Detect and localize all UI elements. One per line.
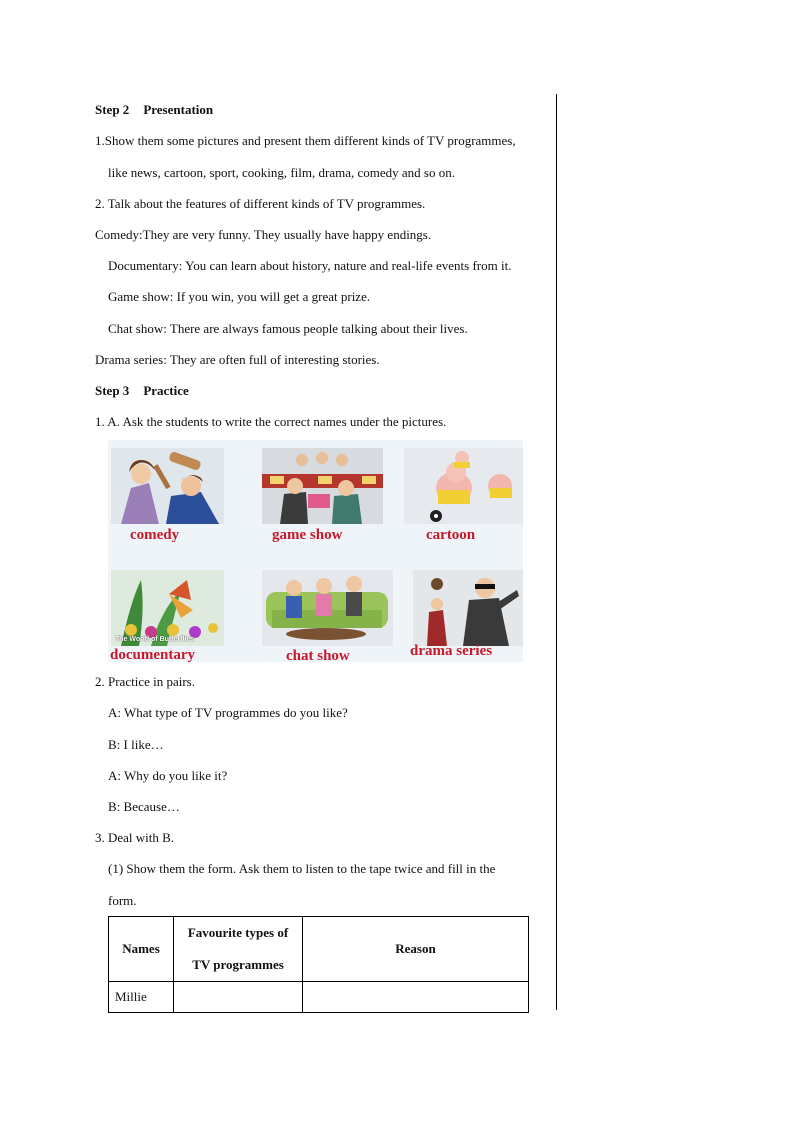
cell-reason-millie[interactable] [303, 982, 529, 1013]
para-3: 1. A. Ask the students to write the correct names under the pictures. [95, 414, 447, 429]
cell-type-millie[interactable] [174, 982, 303, 1013]
documentary-picture [111, 570, 224, 646]
para-1b: like news, cartoon, sport, cooking, film, drama, comedy and so on. [108, 165, 455, 180]
step2-title: Presentation [143, 102, 214, 117]
step3-title: Practice [143, 383, 189, 398]
column-divider [556, 94, 557, 1010]
step2-heading [95, 102, 213, 118]
caption-drama-series: drama series [410, 643, 493, 659]
pairs-line-4: B: Because… [108, 799, 180, 814]
pairs-title: 2. Practice in pairs. [95, 674, 195, 689]
header-reason: Reason [303, 917, 529, 982]
cartoon-picture [404, 448, 523, 524]
feature-game-show: Game show: If you win, you will get a great prize. [108, 289, 371, 304]
chat-show-picture [262, 570, 393, 646]
pairs-line-2: B: I like… [108, 737, 164, 752]
cell-name-millie: Millie [109, 982, 174, 1013]
deal-title: 3. Deal with B. [95, 830, 175, 845]
feature-documentary: Documentary: You can learn about history, nature and real-life events from it. [108, 258, 512, 273]
para-2: 2. Talk about the features of different kinds of TV programmes. [95, 196, 426, 211]
documentary-book-title: The World of Butterflies [115, 636, 195, 643]
caption-chat-show: chat show [286, 648, 350, 664]
step3-number: Step 3 [95, 383, 130, 398]
tv-programme-pictures [108, 440, 523, 662]
feature-drama-series: Drama series: They are often full of interesting stories. [95, 352, 380, 367]
header-favourite-types [174, 917, 303, 982]
pairs-line-1: A: What type of TV programmes do you like? [108, 705, 348, 720]
header-favourite-line-1: Favourite types of [187, 925, 289, 940]
deal-line-1: (1) Show them the form. Ask them to listen to the tape twice and fill in the [108, 861, 496, 876]
deal-line-2: form. [108, 893, 137, 908]
feature-chat-show: Chat show: There are always famous people talking about their lives. [108, 321, 468, 336]
caption-documentary: documentary [110, 647, 195, 663]
caption-cartoon: cartoon [426, 527, 476, 543]
caption-game-show: game show [272, 527, 343, 543]
game-show-picture [262, 448, 383, 524]
table-header-row [109, 917, 529, 982]
listening-form-table [108, 916, 529, 1013]
header-favourite-line-2: TV programmes [192, 957, 284, 972]
step3-heading [95, 383, 189, 399]
para-1a: 1.Show them some pictures and present them different kinds of TV programmes, [95, 133, 516, 148]
caption-comedy: comedy [130, 527, 180, 543]
header-names: Names [109, 917, 174, 982]
step2-number: Step 2 [95, 102, 130, 117]
pairs-line-3: A: Why do you like it? [108, 768, 228, 783]
feature-comedy: Comedy:They are very funny. They usually have happy endings. [95, 227, 432, 242]
drama-series-picture [413, 570, 523, 646]
comedy-picture [111, 448, 224, 524]
table-row [109, 982, 529, 1013]
